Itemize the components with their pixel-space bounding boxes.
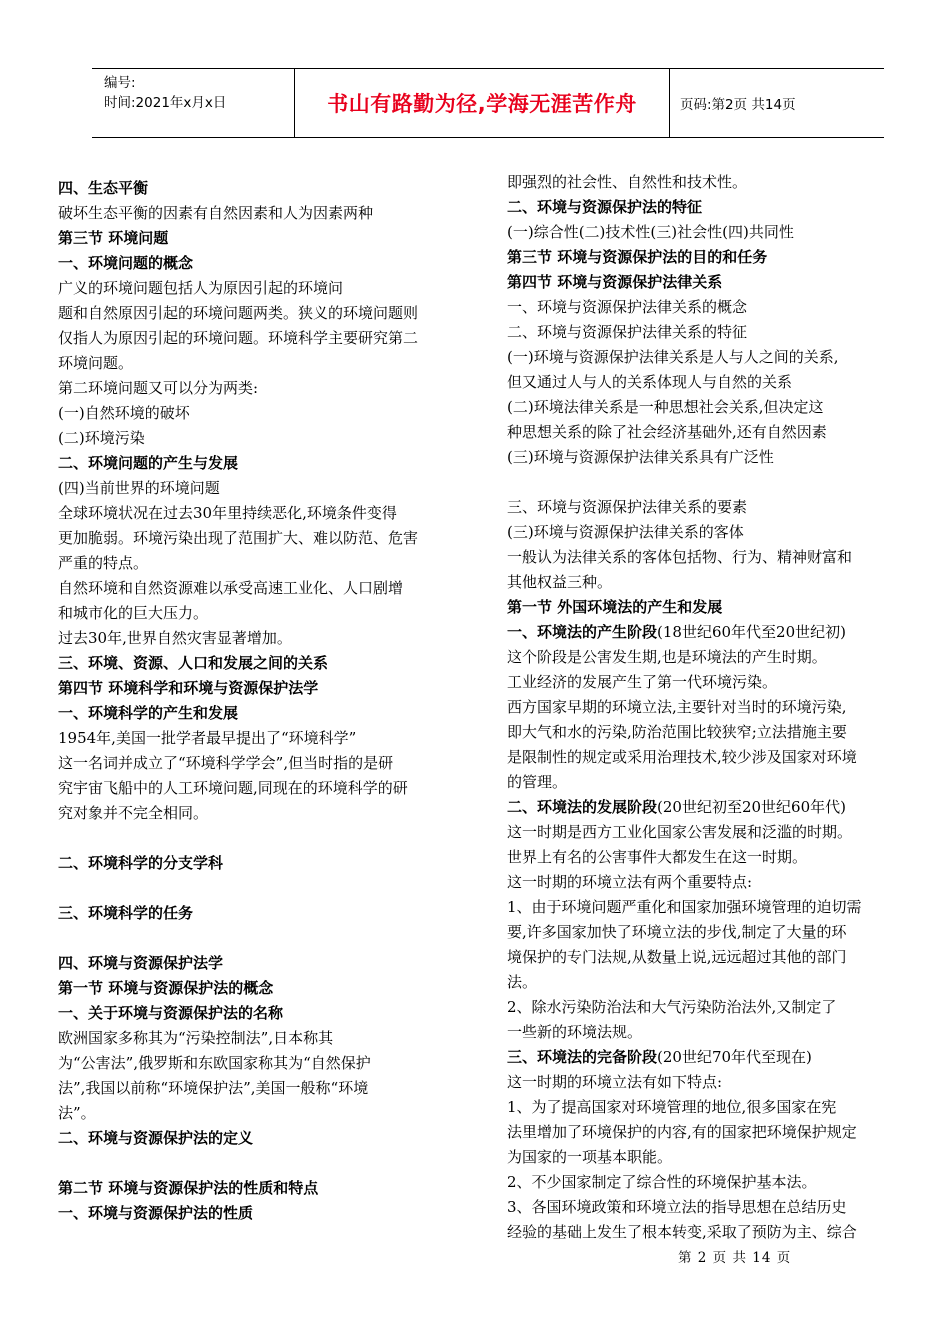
text-line [58,1051,473,1076]
text-line [58,776,473,801]
line-text: 这一时期是西方工业化国家公害发展和泛滥的时期。 [507,823,853,841]
blank-line [58,826,473,851]
section-heading [58,1176,473,1201]
line-text: 二、环境与资源保护法的定义 [58,1129,254,1147]
line-text: 一、环境问题的概念 [58,254,194,272]
text-line [58,751,473,776]
text-line [58,626,473,651]
line-text: 严重的特点。 [58,554,149,572]
line-text: 欧洲国家多称其为“污染控制法”,日本称其 [58,1029,334,1047]
section-heading [58,676,473,701]
text-line [507,720,922,745]
text-line [507,920,922,945]
text-line [58,401,473,426]
line-text: 仅指人为原因引起的环境问题。环境科学主要研究第二 [58,329,419,347]
line-text-note: (18世纪60年代至20世纪初) [657,623,846,641]
line-text: 即大气和水的污染,防治范围比较狭窄;立法措施主要 [507,723,847,741]
line-text: 自然环境和自然资源难以承受高速工业化、人口剧增 [58,579,404,597]
line-text: 法”,我国以前称“环境保护法”,美国一般称“环境 [58,1079,369,1097]
line-text: 其他权益三种。 [507,573,613,591]
line-text: 2、除水污染防治法和大气污染防治法外,又制定了 [507,998,837,1016]
section-heading [58,176,473,201]
line-text: 一、环境科学的产生和发展 [58,704,239,722]
text-line [58,576,473,601]
header-page-cell [668,69,884,137]
text-line [507,970,922,995]
line-text: 种思想关系的除了社会经济基础外,还有自然因素 [507,423,827,441]
line-text: 要,许多国家加快了环境立法的步伐,制定了大量的环 [507,923,847,941]
section-heading [58,651,473,676]
page-header [92,68,884,138]
line-text: 这个阶段是公害发生期,也是环境法的产生时期。 [507,648,827,666]
text-line [507,1020,922,1045]
line-text: 为国家的一项基本职能。 [507,1148,673,1166]
text-line [507,945,922,970]
text-line [58,351,473,376]
text-line [507,1070,922,1095]
text-line [58,201,473,226]
text-line [507,1095,922,1120]
text-line [58,801,473,826]
text-line [58,1026,473,1051]
line-text: 二、环境法的发展阶段 [507,798,658,816]
text-line [507,745,922,770]
line-text: 但又通过人与人的关系体现人与自然的关系 [507,373,793,391]
line-text: 四、环境与资源保护法学 [58,954,224,972]
line-text: 经验的基础上发生了根本转变,采取了预防为主、综合 [507,1223,857,1241]
text-line [507,1170,922,1195]
line-text: 法”。 [58,1104,96,1122]
line-text: 究宇宙飞船中的人工环境问题,同现在的环境科学的研 [58,779,408,797]
line-text: (二)环境污染 [58,429,145,447]
text-line [507,1195,922,1220]
section-heading [58,701,473,726]
text-line [507,820,922,845]
header-motto: 书山有路勤为径,学海无涯苦作舟 [327,92,637,116]
line-text: 法里增加了环境保护的内容,有的国家把环境保护规定 [507,1123,857,1141]
text-line [507,420,922,445]
text-line [507,670,922,695]
line-text: 三、环境、资源、人口和发展之间的关系 [58,654,329,672]
line-text: 法。 [507,973,538,991]
text-line [58,376,473,401]
line-text: 一般认为法律关系的客体包括物、行为、精神财富和 [507,548,853,566]
text-line [507,495,922,520]
section-heading [58,451,473,476]
text-line [58,501,473,526]
line-text-note: (20世纪初至20世纪60年代) [657,798,846,816]
line-text: 这一时期的环境立法有如下特点: [507,1073,723,1091]
line-text: 一些新的环境法规。 [507,1023,643,1041]
text-line [507,645,922,670]
text-line [58,476,473,501]
blank-line [58,876,473,901]
text-line [58,426,473,451]
section-heading [58,851,473,876]
line-text: 1954年,美国一批学者最早提出了“环境科学” [58,729,357,747]
document-time-label: 时间:2021年x月x日 [104,95,227,111]
line-text: 即强烈的社会性、自然性和技术性。 [507,173,748,191]
line-text: 三、环境与资源保护法律关系的要素 [507,498,748,516]
line-text: 二、环境与资源保护法的特征 [507,198,703,216]
text-line [507,295,922,320]
section-heading [507,595,922,620]
section-heading [58,976,473,1001]
text-line [58,301,473,326]
text-line [58,601,473,626]
line-text: 过去30年,世界自然灾害显著增加。 [58,629,292,647]
section-heading [507,245,922,270]
blank-line [58,1151,473,1176]
line-text: 全球环境状况在过去30年里持续恶化,环境条件变得 [58,504,397,522]
text-line [507,395,922,420]
document-number-label: 编号: [104,75,136,91]
section-heading [58,251,473,276]
line-text: 第四节 环境科学和环境与资源保护法学 [58,679,319,697]
blank-line [507,470,922,495]
section-heading [507,195,922,220]
section-heading [507,1045,922,1070]
section-heading [58,1001,473,1026]
line-text: (三)环境与资源保护法律关系具有广泛性 [507,448,774,466]
line-text: 一、环境与资源保护法律关系的概念 [507,298,748,316]
line-text: (三)环境与资源保护法律关系的客体 [507,523,744,541]
text-line [58,326,473,351]
text-line [507,895,922,920]
line-text: 二、环境问题的产生与发展 [58,454,239,472]
text-line [58,276,473,301]
section-heading [507,620,922,645]
line-text: 二、环境科学的分支学科 [58,854,224,872]
text-line [507,220,922,245]
line-text: 第一节 外国环境法的产生和发展 [507,598,723,616]
line-text: 广义的环境问题包括人为原因引起的环境问 [58,279,344,297]
blank-line [58,926,473,951]
line-text: 第一节 环境与资源保护法的概念 [58,979,274,997]
line-text: 工业经济的发展产生了第一代环境污染。 [507,673,778,691]
text-line [507,1220,922,1245]
line-text: 为“公害法”,俄罗斯和东欧国家称其为“自然保护 [58,1054,371,1072]
header-motto-cell [294,69,670,137]
text-line [507,570,922,595]
line-text: 第二环境问题又可以分为两类: [58,379,259,397]
text-line [507,845,922,870]
text-line [507,520,922,545]
line-text: 1、由于环境问题严重化和国家加强环境管理的迫切需 [507,898,862,916]
section-heading [58,901,473,926]
section-heading [507,795,922,820]
text-line [507,445,922,470]
page-footer: 第 2 页 共 14 页 [678,1250,792,1266]
line-text: 一、环境法的产生阶段 [507,623,658,641]
text-line [58,726,473,751]
line-text: 二、环境与资源保护法律关系的特征 [507,323,748,341]
line-text: 第四节 环境与资源保护法律关系 [507,273,723,291]
text-line [507,1120,922,1145]
line-text: 和城市化的巨大压力。 [58,604,209,622]
section-heading [58,226,473,251]
text-line [507,370,922,395]
text-line [58,1101,473,1126]
line-text: 一、关于环境与资源保护法的名称 [58,1004,284,1022]
line-text: 更加脆弱。环境污染出现了范围扩大、难以防范、危害 [58,529,419,547]
text-line [507,545,922,570]
line-text: 这一时期的环境立法有两个重要特点: [507,873,753,891]
line-text: 世界上有名的公害事件大都发生在这一时期。 [507,848,808,866]
line-text-note: (20世纪70年代至现在) [657,1048,812,1066]
line-text: 第三节 环境问题 [58,229,169,247]
line-text: 西方国家早期的环境立法,主要针对当时的环境污染, [507,698,847,716]
header-page-number: 页码:第2页 共14页 [680,97,796,113]
text-line [507,995,922,1020]
text-line [507,345,922,370]
text-line [507,320,922,345]
left-column [58,170,473,1226]
line-text: 第二节 环境与资源保护法的性质和特点 [58,1179,319,1197]
header-meta [92,69,294,137]
section-heading [58,951,473,976]
text-line [58,526,473,551]
text-line [507,695,922,720]
line-text: 题和自然原因引起的环境问题两类。狭义的环境问题则 [58,304,419,322]
line-text: 1、为了提高国家对环境管理的地位,很多国家在宪 [507,1098,837,1116]
text-line [58,1076,473,1101]
line-text: (四)当前世界的环境问题 [58,479,220,497]
section-heading [58,1126,473,1151]
text-line [58,551,473,576]
line-text: (二)环境法律关系是一种思想社会关系,但决定这 [507,398,824,416]
text-line [507,870,922,895]
line-text: 的管理。 [507,773,568,791]
right-column [507,170,922,1245]
line-text: 环境问题。 [58,354,134,372]
line-text: 境保护的专门法规,从数量上说,远远超过其他的部门 [507,948,847,966]
line-text: 第三节 环境与资源保护法的目的和任务 [507,248,768,266]
line-text: 究对象并不完全相同。 [58,804,209,822]
line-text: 是限制性的规定或采用治理技术,较少涉及国家对环境 [507,748,857,766]
section-heading [58,1201,473,1226]
line-text: 这一名词并成立了“环境科学学会”,但当时指的是研 [58,754,394,772]
line-text: (一)环境与资源保护法律关系是人与人之间的关系, [507,348,839,366]
section-heading [507,270,922,295]
line-text: 2、不少国家制定了综合性的环境保护基本法。 [507,1173,817,1191]
line-text: 三、环境科学的任务 [58,904,194,922]
text-line [507,170,922,195]
line-text: 3、各国环境政策和环境立法的指导思想在总结历史 [507,1198,847,1216]
text-line [507,1145,922,1170]
line-text: (一)综合性(二)技术性(三)社会性(四)共同性 [507,223,794,241]
line-text: 四、生态平衡 [58,179,149,197]
line-text: 破坏生态平衡的因素有自然因素和人为因素两种 [58,204,374,222]
line-text: 一、环境与资源保护法的性质 [58,1204,254,1222]
line-text: (一)自然环境的破坏 [58,404,190,422]
text-line [507,770,922,795]
line-text: 三、环境法的完备阶段 [507,1048,658,1066]
